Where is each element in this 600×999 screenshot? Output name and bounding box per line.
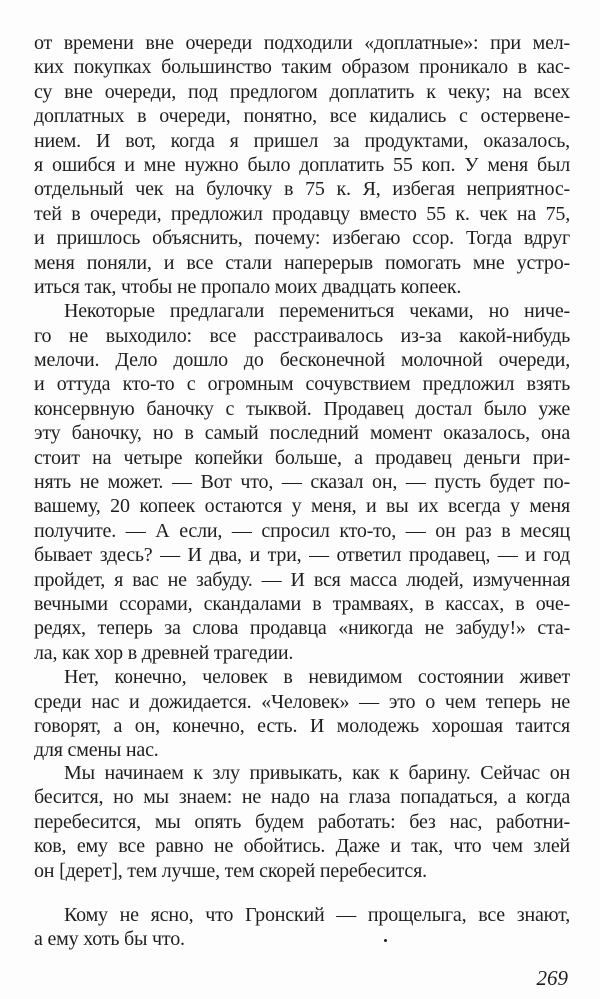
- text-line: консервную баночку с тыквой. Продавец достал было уже: [34, 397, 570, 420]
- paragraph: [34, 665, 570, 763]
- text-line: нием. И вот, когда я пришел за продуктами, оказалось,: [34, 129, 570, 152]
- text-line: ла, как хор в древней трагедии.: [34, 641, 294, 664]
- text-line: получите. — А если, — спросил кто-то, — он раз в месяц: [34, 519, 570, 542]
- text-line: бывает здесь? — И два, и три, — ответил продавец, — и год: [34, 544, 570, 567]
- text-line: тей в очереди, предложил продавцу вместо 55 к. чек на 75,: [34, 202, 570, 225]
- paragraph-block: [34, 903, 570, 952]
- text-line: среди нас и дожидается. «Человек» — это о чем теперь не: [34, 690, 570, 713]
- text-line: су вне очереди, под предлогом доплатить к чеку; на всех: [34, 80, 570, 103]
- text-line: Некоторые предлагали перемениться чеками, но ниче-: [64, 300, 570, 323]
- paragraph-block: [34, 761, 570, 883]
- text-line: отдельный чек на булочку в 75 к. Я, избегая неприятнос-: [34, 178, 570, 201]
- text-line: бесится, но мы знаем: не надо на глаза попадаться, а когда: [34, 786, 570, 809]
- ink-speck: [384, 939, 387, 942]
- text-line: Кому не ясно, что Гронский — прощелыга, все знают,: [64, 904, 570, 926]
- text-line: Нет, конечно, человек в невидимом состоянии живет: [64, 666, 570, 689]
- text-line: перебесится, мы опять будем работать: без нас, работни-: [34, 810, 570, 833]
- text-line: нять не может. — Вот что, — сказал он, — пусть будет по-: [34, 471, 570, 494]
- body-text: [34, 31, 570, 763]
- text-line: и оттуда кто-то с огромным сочувствием предложил взять: [34, 373, 570, 396]
- text-line: стоит на четыре копейки больше, а продавец деньги при-: [34, 446, 570, 469]
- text-line: иться так, чтобы не пропало моих двадцать копеек.: [34, 275, 462, 298]
- paragraph: [34, 299, 570, 665]
- text-line: ков, ему все равно не обойтись. Даже и так, что чем злей: [34, 835, 570, 858]
- text-line: доплатных в очереди, понятно, все кидались с остервене-: [34, 105, 570, 128]
- text-line: для смены нас.: [34, 739, 159, 762]
- text-line: го не выходило: все расстраивалось из-за какой-нибудь: [34, 324, 570, 347]
- text-line: а ему хоть бы что.: [34, 928, 185, 951]
- page-number: 269: [536, 966, 568, 990]
- text-line: и пришлось объяснить, почему: избегаю ссор. Тогда вдруг: [34, 227, 570, 250]
- text-line: говорят, а он, конечно, есть. И молодежь хорошая таится: [34, 714, 570, 737]
- text-line: ких покупках большинство таким образом проникало в кас-: [34, 56, 570, 79]
- text-line: я ошибся и мне нужно было доплатить 55 коп. У меня был: [34, 153, 570, 176]
- text-line: мелочи. Дело дошло до бесконечной молочной очереди,: [34, 349, 570, 372]
- text-line: Мы начинаем к злу привыкать, как к барину. Сейчас он: [64, 762, 570, 784]
- text-line: вечными ссорами, скандалами в трамваях, в кассах, в оче-: [34, 592, 570, 615]
- text-line: редях, теперь за слова продавца «никогда не забуду!» ста-: [34, 617, 570, 640]
- text-line: меня поняли, и все стали наперерыв помогать мне устро-: [34, 251, 570, 274]
- text-line: вашему, 20 копеек остаются у меня, и вы их всегда у меня: [34, 495, 570, 518]
- paragraph: [34, 903, 570, 952]
- paragraph: [34, 31, 570, 299]
- text-line: эту баночку, но в самый последний момент оказалось, она: [34, 422, 570, 445]
- paragraph: [34, 761, 570, 883]
- text-line: он [дерет], тем лучше, тем скорей перебесится.: [34, 859, 427, 882]
- text-line: пройдет, я вас не забуду. — И вся масса людей, измученная: [34, 568, 570, 591]
- text-line: от времени вне очереди подходили «доплатные»: при мел-: [34, 32, 570, 54]
